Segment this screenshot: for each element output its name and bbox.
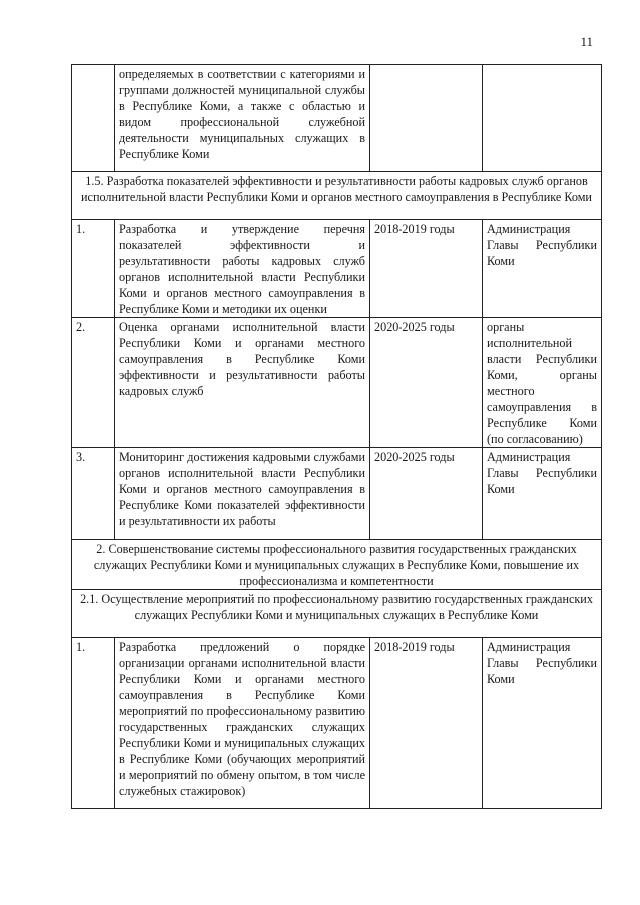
section-heading-1-5: 1.5. Разработка показателей эффективности и результативности работы кадровых служб органов исполнительной власти Республики Коми и органов местного самоуправления в Республике Коми <box>72 172 602 220</box>
table-row <box>72 318 602 448</box>
period-text: 2018-2019 годы <box>370 220 483 318</box>
section-heading-row <box>72 172 602 220</box>
period-text: 2018-2019 годы <box>370 638 483 809</box>
responsible-text: органы исполнительной власти Республики Коми, органы местного самоуправления в Республике Коми (по согласованию) <box>483 318 602 448</box>
period-text: 2020-2025 годы <box>370 318 483 448</box>
row-number: 2. <box>72 318 115 448</box>
table-row <box>72 448 602 540</box>
section-heading-2-1: 2.1. Осуществление мероприятий по профессиональному развитию государственных гражданских служащих Республики Коми и муниципальных служащих в Республике Коми <box>72 590 602 638</box>
period-cell <box>370 65 483 172</box>
row-number-cell <box>72 65 115 172</box>
period-text: 2020-2025 годы <box>370 448 483 540</box>
row-number: 1. <box>72 220 115 318</box>
page-number: 11 <box>580 34 593 49</box>
action-cell: определяемых в соответствии с категориями и группами должностей муниципальной службы в Республике Коми, а также с областью и видом профессиональной служебной деятельности муниципальных служащих в Республике Коми <box>115 65 370 172</box>
action-text: Мониторинг достижения кадровыми службами органов исполнительной власти Республики Коми и органов местного самоуправления в Республике Коми показателей эффективности и результативности их работы <box>115 448 370 540</box>
action-text: Разработка предложений о порядке организации органами исполнительной власти Республики Коми и органами местного самоуправления в Республике Коми мероприятий по профессиональному развитию государственных гражданских служащих Республики Коми и муниципальных служащих в Республике Коми (обучающих мероприятий и мероприятий по обмену опытом, в том числе служебных стажировок) <box>115 638 370 809</box>
section-heading-2: 2. Совершенствование системы профессионального развития государственных гражданских служащих Республики Коми и муниципальных служащих в Республике Коми, повышение их профессионализма и компетентности <box>72 540 602 590</box>
row-number: 1. <box>72 638 115 809</box>
responsible-text: Администрация Главы Республики Коми <box>483 638 602 809</box>
action-text: Разработка и утверждение перечня показателей эффективности и результативности работы кадровых служб органов исполнительной власти Республики Коми и органов местного самоуправления в Республике Коми и методики их оценки <box>115 220 370 318</box>
responsible-cell <box>483 65 602 172</box>
section-heading-row <box>72 540 602 590</box>
responsible-text: Администрация Главы Республики Коми <box>483 448 602 540</box>
action-text: Оценка органами исполнительной власти Республики Коми и органами местного самоуправления в Республике Коми эффективности и результативности работы кадровых служб <box>115 318 370 448</box>
table-row <box>72 638 602 809</box>
row-number: 3. <box>72 448 115 540</box>
responsible-text: Администрация Главы Республики Коми <box>483 220 602 318</box>
table-row-continued <box>72 65 602 172</box>
action-plan-table <box>71 64 602 809</box>
section-heading-row <box>72 590 602 638</box>
table-row <box>72 220 602 318</box>
